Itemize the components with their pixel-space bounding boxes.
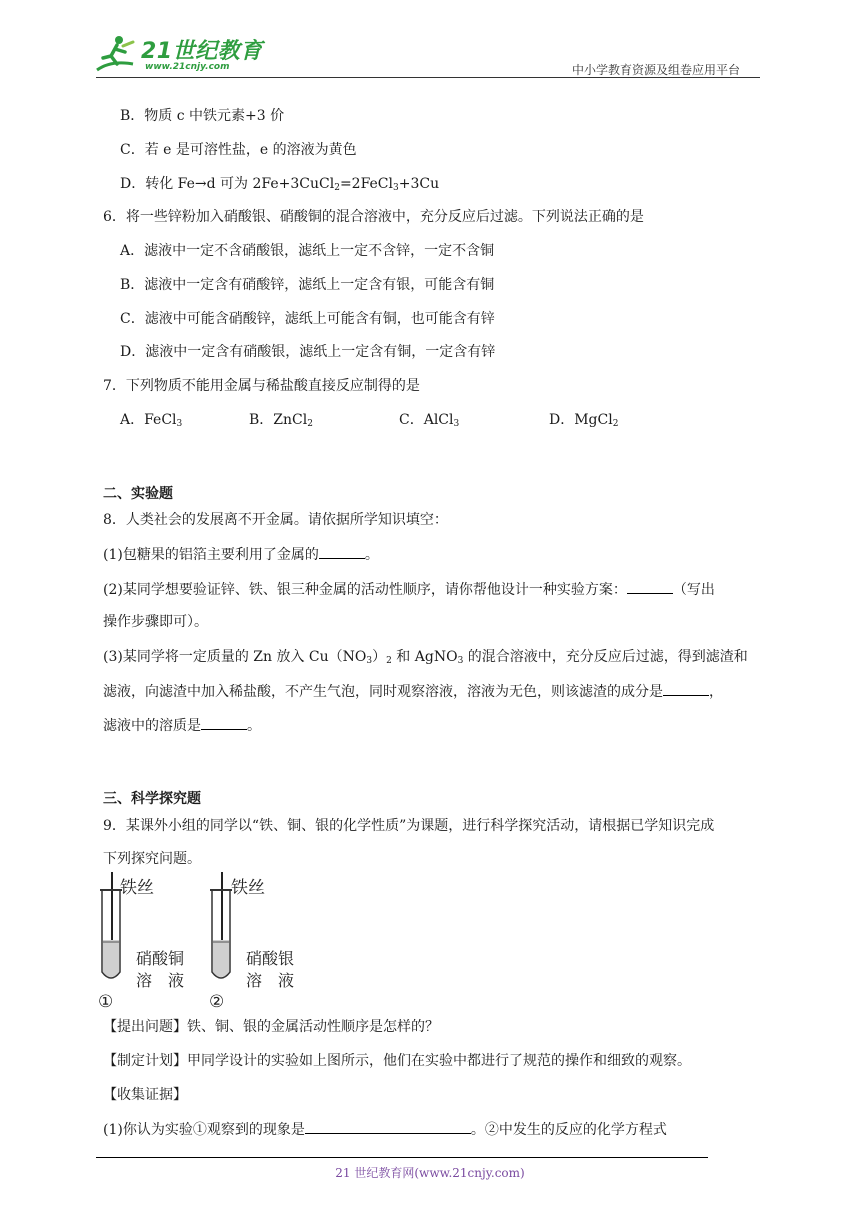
tube-2-wire-label: 铁丝 <box>231 878 265 898</box>
q9-part-1 <box>103 1119 667 1140</box>
subscript: 2 <box>386 656 392 666</box>
q8-1-end: 。 <box>364 547 379 563</box>
answer-blank[interactable] <box>627 579 673 594</box>
q9-ask: 【提出问题】铁、铜、银的金属活动性顺序是怎样的？ <box>103 1019 439 1035</box>
q7-stem: 7．下列物质不能用金属与稀盐酸直接反应制得的是 <box>103 378 420 394</box>
q5-d-mid: =2FeCl <box>339 176 393 192</box>
section-2-title: 二、实验题 <box>103 486 173 502</box>
q8-3-c: 和 AgNO <box>391 649 458 665</box>
q8-3-a: (3)某同学将一定质量的 Zn 放入 Cu（NO <box>103 649 367 665</box>
q7-c-text: C．AlCl <box>399 412 454 428</box>
tube-2-solution-label-2: 溶 液 <box>246 971 295 990</box>
subscript: 2 <box>334 183 340 193</box>
header-divider <box>96 77 760 78</box>
q8-3-line2-end: ， <box>709 684 723 700</box>
q8-stem: 8．人类社会的发展离不开金属。请依据所学知识填空： <box>103 512 448 528</box>
q9-1-text: (1)你认为实验①观察到的现象是 <box>103 1122 305 1138</box>
q8-3-line3-end: 。 <box>247 718 261 734</box>
header-platform-name: 中小学教育资源及组卷应用平台 <box>572 63 741 77</box>
q7-option-d <box>549 410 618 434</box>
answer-blank[interactable] <box>319 544 365 559</box>
section-3-title: 三、科学探究题 <box>103 791 201 807</box>
q7-b-text: B．ZnCl <box>249 412 308 428</box>
site-logo <box>93 34 263 78</box>
subscript: 3 <box>453 419 460 429</box>
tube-1-solution-label-2: 溶 液 <box>136 971 185 990</box>
subscript: 3 <box>366 656 373 666</box>
q9-plan: 【制定计划】甲同学设计的实验如上图所示，他们在实验中都进行了规范的操作和细致的观察。 <box>103 1053 691 1069</box>
q9-collect: 【收集证据】 <box>103 1087 187 1103</box>
subscript: 3 <box>176 419 183 429</box>
q7-option-a <box>120 410 182 434</box>
q8-part-3-line3 <box>103 715 261 736</box>
tube-1-number: ① <box>98 992 114 1012</box>
q6-option-b: B．滤液中一定含有硝酸锌，滤纸上一定含有银，可能含有铜 <box>120 277 495 293</box>
q8-part-3-line2 <box>103 681 723 702</box>
answer-blank[interactable] <box>663 681 709 696</box>
logo-url: www.21cnjy.com <box>145 62 230 72</box>
q8-3-line2-text: 滤液，向滤渣中加入稀盐酸，不产生气泡，同时观察溶液，溶液为无色，则该滤渣的成分是 <box>103 684 663 700</box>
tube-2-number: ② <box>209 992 225 1012</box>
q6-option-d: D．滤液中一定含有硝酸银，滤纸上一定含有铜，一定含有锌 <box>120 344 496 360</box>
footer-divider <box>96 1157 708 1158</box>
subscript: 2 <box>612 419 619 429</box>
q7-option-b <box>249 410 313 434</box>
q8-2-end: （写出 <box>672 582 715 598</box>
q9-1-end: 。②中发生的反应的化学方程式 <box>470 1122 667 1138</box>
q6-option-a: A．滤液中一定不含硝酸银，滤纸上一定不含锌，一定不含铜 <box>120 243 495 259</box>
q5-d-prefix: D．转化 Fe→d 可为 2Fe+3CuCl <box>120 176 335 192</box>
q5-option-d <box>120 174 439 198</box>
q7-option-c <box>399 410 459 434</box>
runner-logo-icon <box>93 34 139 74</box>
q8-part-3 <box>103 647 748 671</box>
tube-2-solution-label: 硝酸银 <box>246 949 295 968</box>
q5-option-c: C．若 e 是可溶性盐，e 的溶液为黄色 <box>120 142 357 158</box>
tube-1-wire-label: 铁丝 <box>120 878 154 898</box>
q5-option-b: B．物质 c 中铁元素+3 价 <box>120 108 285 124</box>
q7-d-text: D．MgCl <box>549 412 613 428</box>
q6-stem: 6．将一些锌粉加入硝酸银、硝酸铜的混合溶液中，充分反应后过滤。下列说法正确的是 <box>103 209 644 225</box>
tube-1-solution-label: 硝酸铜 <box>136 949 185 968</box>
q8-3-d: 的混合溶液中，充分反应后过滤，得到滤渣和 <box>463 649 748 665</box>
logo-title: 21世纪教育 <box>141 39 263 64</box>
subscript: 3 <box>393 183 399 193</box>
answer-blank[interactable] <box>201 715 247 730</box>
q8-part-2-line2: 操作步骤即可）。 <box>103 614 208 630</box>
q6-option-c: C．滤液中可能含硝酸锌，滤纸上可能含有铜，也可能含有锌 <box>120 311 495 327</box>
q7-a-text: A．FeCl <box>120 412 177 428</box>
test-tube-figure <box>96 868 326 1018</box>
subscript: 2 <box>307 419 313 429</box>
q5-d-suffix: +3Cu <box>398 176 440 192</box>
q8-1-text: (1)包糖果的铝箔主要利用了金属的 <box>103 547 319 563</box>
subscript: 3 <box>457 656 464 666</box>
q9-stem-line2: 下列探究问题。 <box>103 851 201 867</box>
q8-3-b: ） <box>372 649 387 665</box>
answer-blank[interactable] <box>305 1119 471 1134</box>
footer-source: 21 世纪教育网(www.21cnjy.com) <box>335 1166 525 1180</box>
q8-part-1 <box>103 544 379 565</box>
q8-2-text: (2)某同学想要验证锌、铁、银三种金属的活动性顺序，请你帮他设计一种实验方案： <box>103 582 627 598</box>
q8-part-2 <box>103 579 715 600</box>
q9-stem: 9．某课外小组的同学以“铁、铜、银的化学性质”为课题，进行科学探究活动，请根据已学知识完成 <box>103 818 715 834</box>
q8-3-line3-text: 滤液中的溶质是 <box>103 718 201 734</box>
